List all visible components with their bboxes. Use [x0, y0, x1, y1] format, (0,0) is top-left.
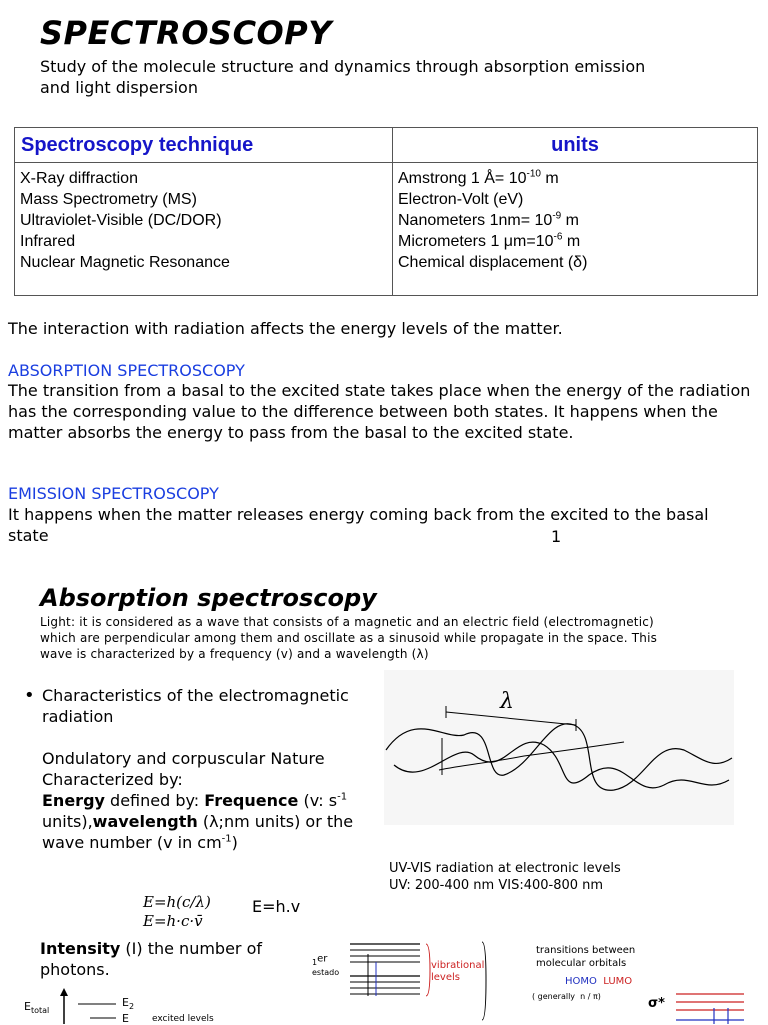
unit-nm: Nanometers $1nm= 10^{-9}$ m: [398, 210, 579, 229]
uvvis-text: UV-VIS radiation at electronic levels UV: 200-400 nm VIS:400-800 nm: [389, 861, 621, 893]
emission-text: It happens when the matter releases energy coming back from the excited to the basal state: [8, 505, 709, 545]
e2-label: $E_2$: [122, 996, 135, 1012]
estado-label: 1er estado: [312, 953, 340, 977]
ehv-formula: E=h.v: [252, 897, 301, 916]
techniques-cell: [15, 163, 393, 296]
etotal-label: $E_{total}$: [24, 1000, 50, 1016]
homo-lumo-label: HOMO LUMO: [565, 976, 633, 987]
sigma-star-label: σ*: [648, 996, 665, 1011]
bullet-line1: Characteristics of the electromagnetic radiation: [42, 686, 349, 726]
wave-diagram: [384, 670, 734, 825]
characteristics-bullet: [24, 685, 374, 853]
bullet-line2: Ondulatory and corpuscular Nature: [42, 749, 325, 768]
absorption-text: The transition from a basal to the excited state takes place when the energy of the radiation has the corresponding value to the difference between both states. It happens when the matter absorbs the energy to pass from the basal to the excited state.: [8, 381, 751, 442]
orbital-levels: [676, 990, 746, 1024]
unit-amstrong: Amstrong 1 Å= $10^{-10}$ m: [398, 168, 559, 187]
intro-text: Study of the molecule structure and dynamics through absorption emission and light dispersion: [40, 57, 646, 97]
page-number: 1: [551, 527, 562, 546]
light-text: Light: it is considered as a wave that consists of a magnetic and an electric field (electromagnetic) which are perpendicular among them and oscillate as a sinusoid while propagate in the space. This wave is characterized by a frequency (v) and a wavelength (λ): [40, 615, 658, 661]
technique-xray: X-Ray diffraction: [20, 170, 138, 187]
bullet-dot-icon: •: [24, 685, 35, 706]
interaction-text: The interaction with radiation affects the energy levels of the matter.: [8, 319, 563, 338]
bullet-energy: Energy defined by: Frequence (v: $s^{-1}$ units),wavelength (λ;nm units) or the wave number (v in $cm^{-1}$): [42, 791, 354, 852]
technique-ir: Infrared: [20, 233, 76, 250]
unit-ev: Electron-Volt (eV): [398, 191, 524, 208]
generally-label: ( generally n / π): [532, 992, 601, 1001]
header-units: units: [393, 128, 758, 163]
technique-uvvis: Ultraviolet-Visible (DC/DOR): [20, 212, 222, 229]
header-technique: Spectroscopy technique: [15, 128, 393, 163]
units-cell: [393, 163, 758, 296]
technique-ms: Mass Spectrometry (MS): [20, 191, 197, 208]
vibrational-label: vibrational levels: [431, 960, 485, 983]
energy-formula: E=h(c/λ) E=h·c·v̄: [143, 893, 211, 930]
emission-heading: EMISSION SPECTROSCOPY: [8, 484, 219, 503]
techniques-table: [14, 127, 758, 296]
e1-label: E: [122, 1012, 129, 1025]
unit-delta: Chemical displacement (δ): [398, 254, 588, 271]
total-energy-axis: [60, 988, 120, 1024]
unit-um: Micrometers 1 $\mu m=10^{-6}$ m: [398, 231, 581, 250]
section-title: Absorption spectroscopy: [40, 584, 377, 612]
transitions-label: transitions between molecular orbitals: [536, 945, 636, 969]
absorption-heading: ABSORPTION SPECTROSCOPY: [8, 361, 245, 380]
wavelength-label: λ: [500, 689, 514, 714]
technique-nmr: Nuclear Magnetic Resonance: [20, 254, 230, 271]
page-title: SPECTROSCOPY: [40, 14, 332, 52]
excited-levels-label: excited levels: [152, 1014, 214, 1024]
intensity-text: Intensity (I) the number of photons.: [40, 939, 262, 979]
bullet-line3: Characterized by:: [42, 770, 183, 789]
